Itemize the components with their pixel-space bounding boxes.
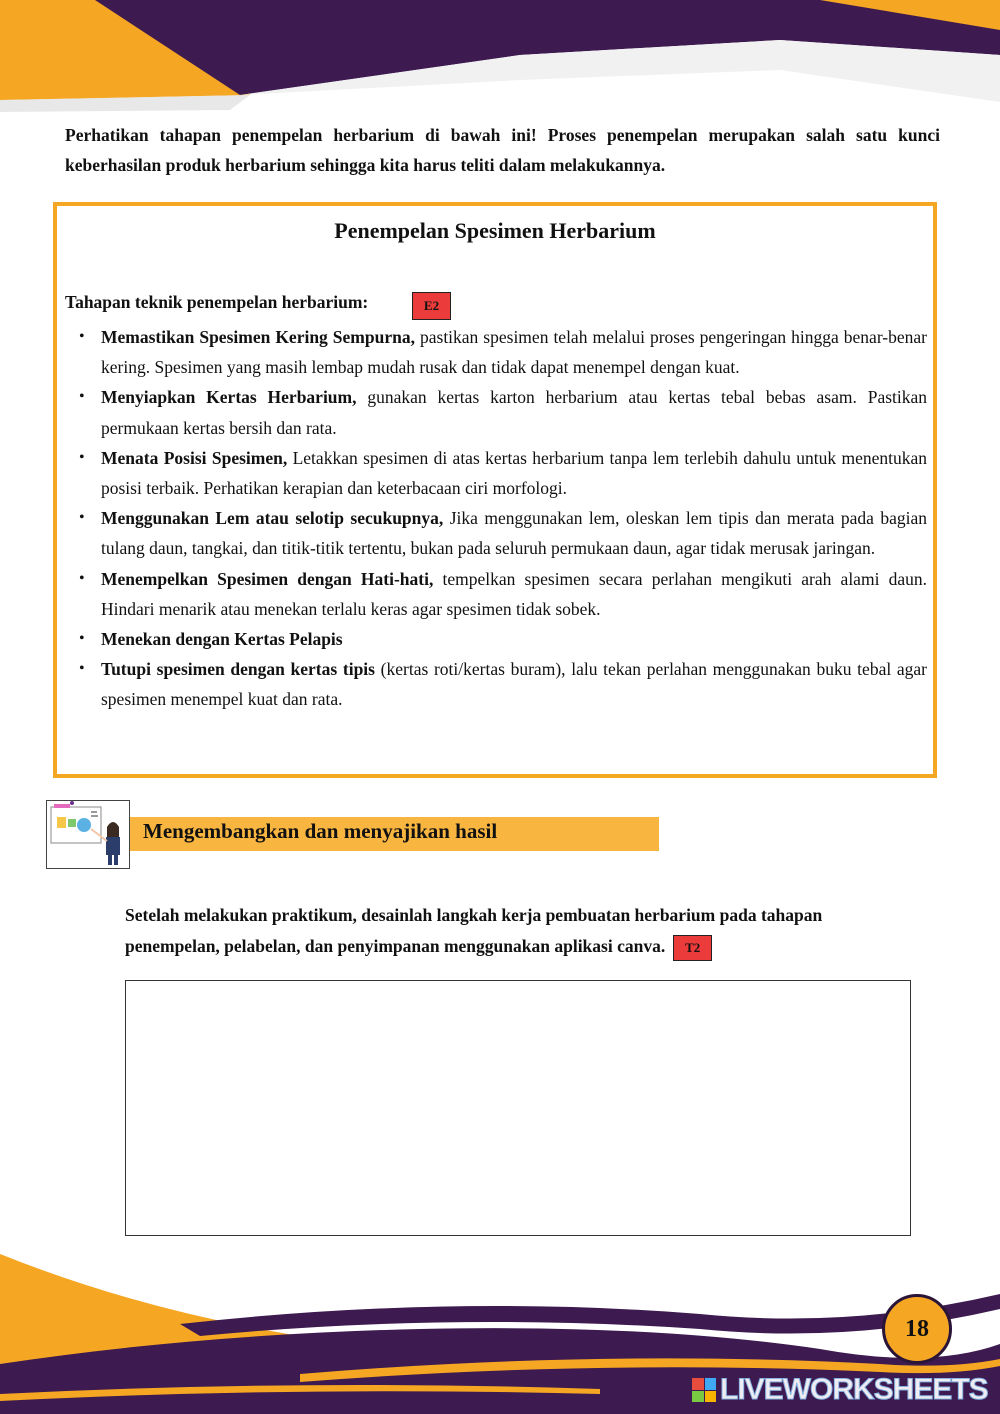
liveworksheets-watermark [692,1374,988,1406]
tag-e2: E2 [412,292,451,320]
tag-t2: T2 [673,935,712,961]
teacher-presentation-icon [46,800,130,869]
list-item: • Tutupi spesimen dengan kertas tipis (kertas roti/kertas buram), lalu tekan perlahan menggunakan buku tebal agar spesimen menempel kuat dan rata. [69,654,927,714]
herbarium-info-box [53,202,937,778]
list-item: • Menekan dengan Kertas Pelapis [69,624,927,654]
top-decoration [0,0,1000,130]
task-instruction: Setelah melakukan praktikum, desainlah langkah kerja pembuatan herbarium pada tahapan penempelan, pelabelan, dan penyimpanan menggunakan aplikasi canva. T2 [125,900,915,962]
watermark-text: LIVEWORKSHEETS [720,1373,988,1406]
box-title: Penempelan Spesimen Herbarium [334,218,656,243]
list-item: • Menggunakan Lem atau selotip secukupnya, Jika menggunakan lem, oleskan lem tipis dan merata pada bagian tulang daun, tangkai, dan titik-titik tertentu, bukan pada seluruh permukaan daun, agar tidak merusak jaringan. [69,503,927,563]
answer-box[interactable] [125,980,911,1236]
intro-paragraph: Perhatikan tahapan penempelan herbarium di bawah ini! Proses penempelan merupakan salah satu kunci keberhasilan produk herbarium sehingga kita harus teliti dalam melakukannya. [65,125,940,175]
list-item: • Memastikan Spesimen Kering Sempurna, pastikan spesimen telah melalui proses pengeringan hingga benar-benar kering. Spesimen yang masih lembap mudah rusak dan tidak dapat menempel dengan kuat. [69,322,927,382]
steps-heading: Tahapan teknik penempelan herbarium: [65,292,369,312]
page-number: 18 [882,1294,952,1364]
steps-list [69,322,927,715]
list-item: • Menempelkan Spesimen dengan Hati-hati, tempelkan spesimen secara perlahan mengikuti arah alami daun. Hindari menarik atau menekan terlalu keras agar spesimen tidak sobek. [69,564,927,624]
list-item: • Menata Posisi Spesimen, Letakkan spesimen di atas kertas herbarium tanpa lem terlebih dahulu untuk menentukan posisi terbaik. Perhatikan kerapian dan keterbacaan ciri morfologi. [69,443,927,503]
list-item: • Menyiapkan Kertas Herbarium, gunakan kertas karton herbarium atau kertas tebal bebas asam. Pastikan permukaan kertas bersih dan rata. [69,382,927,442]
liveworksheets-logo-icon [692,1378,716,1402]
section-title: Mengembangkan dan menyajikan hasil [143,819,498,843]
